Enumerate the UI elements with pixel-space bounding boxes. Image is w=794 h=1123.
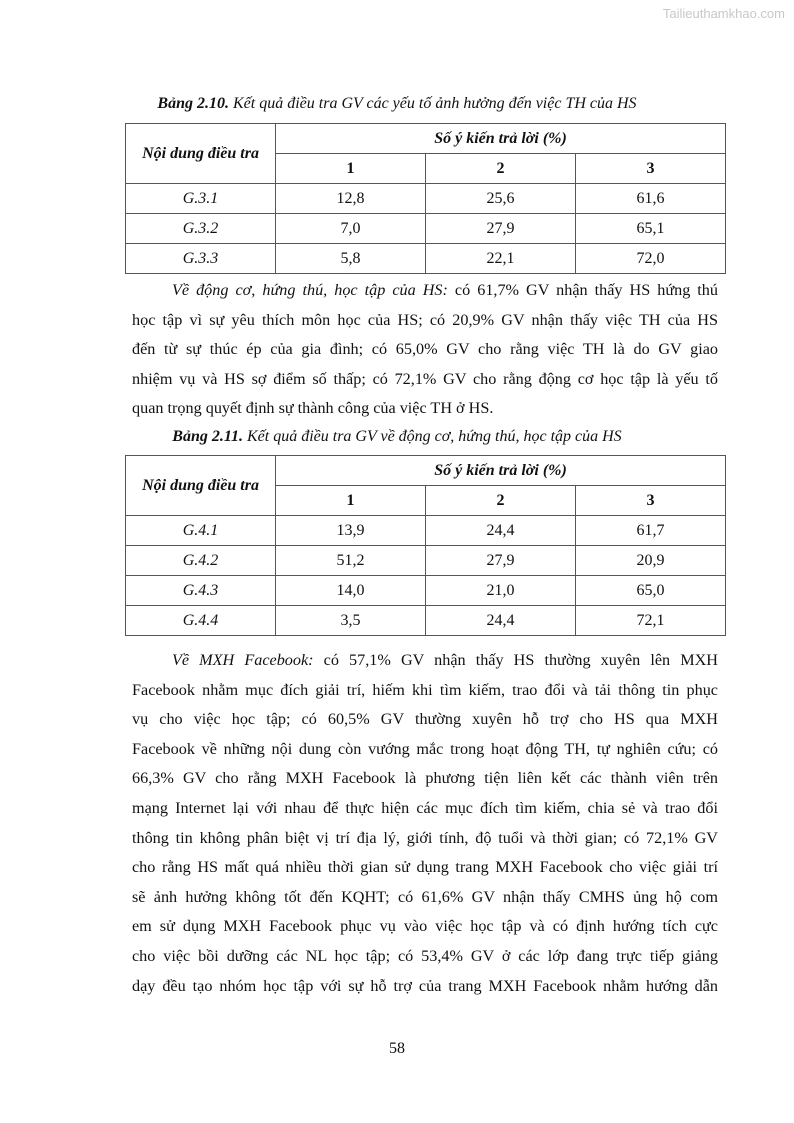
table-cell: 27,9 (426, 546, 576, 576)
paragraph-line: Về MXH Facebook: có 57,1% GV nhận thấy HS thường xuyên lên MXH (172, 651, 718, 669)
table2-caption (0, 428, 794, 446)
table2-caption-label: Bảng 2.11. (172, 428, 243, 445)
row-header-cell: Nội dung điều tra (126, 124, 276, 184)
paragraph-line: quan trọng quyết định sự thành công của việc TH ở HS. (132, 399, 494, 418)
paragraph-line: mạng Internet lại với nhau để thực hiện các mục đích tìm kiếm, chia sẻ và trao đổi (132, 798, 718, 817)
table1-caption-text: Kết quả điều tra GV các yếu tố ảnh hưởng đến việc TH của HS (229, 95, 637, 112)
paragraph-line: nhiệm vụ và HS sợ điểm số thấp; có 72,1% GV cho rằng động cơ học tập là yếu tố (132, 369, 718, 388)
row-label: G.4.1 (126, 516, 276, 546)
table2-caption-text: Kết quả điều tra GV về động cơ, hứng thú, học tập của HS (242, 428, 622, 445)
row-label: G.3.3 (126, 244, 276, 274)
table-cell: 14,0 (276, 576, 426, 606)
page-number: 58 (389, 1040, 405, 1057)
paragraph-line: học tập vì sự yêu thích môn học của HS; có 20,9% GV nhận thấy việc TH của HS (132, 310, 718, 329)
paragraph-line: dạy đều tạo nhóm học tập với sự hỗ trợ của trang MXH Facebook nhằm hướng dẫn (132, 976, 718, 995)
row-label: G.4.3 (126, 576, 276, 606)
table1 (125, 123, 726, 274)
table-cell: 65,0 (575, 576, 725, 606)
table-cell: 5,8 (276, 244, 426, 274)
column-header: 3 (575, 486, 725, 516)
table-cell: 72,1 (575, 606, 725, 636)
group-header-cell: Số ý kiến trả lời (%) (276, 456, 726, 486)
table-cell: 61,7 (575, 516, 725, 546)
table-row (126, 606, 726, 636)
row-label: G.4.2 (126, 546, 276, 576)
row-header-cell: Nội dung điều tra (126, 456, 276, 516)
column-header: 3 (575, 154, 725, 184)
table-cell: 51,2 (276, 546, 426, 576)
table-cell: 61,6 (575, 184, 725, 214)
table-cell: 21,0 (426, 576, 576, 606)
table-cell: 22,1 (426, 244, 576, 274)
table-cell: 7,0 (276, 214, 426, 244)
row-label: G.4.4 (126, 606, 276, 636)
table-row (126, 516, 726, 546)
table-cell: 27,9 (426, 214, 576, 244)
watermark: Tailieuthamkhao.com (662, 6, 785, 21)
table-cell: 3,5 (276, 606, 426, 636)
paragraph-motivation (132, 276, 718, 424)
table-row (126, 546, 726, 576)
paragraph-line: cho việc bồi dưỡng các NL học tập; có 53,4% GV ở các lớp đang trực tiếp giảng (132, 946, 718, 965)
table-cell: 12,8 (276, 184, 426, 214)
paragraph-line: Về động cơ, hứng thú, học tập của HS: có 61,7% GV nhận thấy HS hứng thú (172, 281, 718, 299)
row-label: G.3.1 (126, 184, 276, 214)
column-header: 2 (426, 154, 576, 184)
table-cell: 20,9 (575, 546, 725, 576)
table-row (126, 244, 726, 274)
table-cell: 65,1 (575, 214, 725, 244)
table-cell: 72,0 (575, 244, 725, 274)
table1-caption (0, 95, 794, 113)
table-row (126, 214, 726, 244)
paragraph-line: thông tin không phân biệt vị trí địa lý, giới tính, độ tuổi và thời gian; có 72,1% GV (132, 828, 718, 847)
paragraph-line: 66,3% GV cho rằng MXH Facebook là phương tiện liên kết các thành viên trên (132, 769, 718, 788)
paragraph-line: em sử dụng MXH Facebook phục vụ vào việc học tập và có định hướng tích cực (132, 917, 718, 936)
table-cell: 24,4 (426, 606, 576, 636)
paragraph-lead: Về MXH Facebook: (172, 651, 314, 669)
row-label: G.3.2 (126, 214, 276, 244)
column-header: 1 (276, 486, 426, 516)
paragraph-line: sẽ ảnh hưởng không tốt đến KQHT; có 61,6% GV nhận thấy CMHS ủng hộ com (132, 887, 718, 906)
table-row (126, 576, 726, 606)
group-header-cell: Số ý kiến trả lời (%) (276, 124, 726, 154)
table2 (125, 455, 726, 636)
paragraph-lead: Về động cơ, hứng thú, học tập của HS: (172, 281, 448, 299)
table1-caption-label: Bảng 2.10. (157, 95, 229, 112)
column-header: 1 (276, 154, 426, 184)
paragraph-line: Facebook nhằm mục đích giải trí, hiếm khi tìm kiếm, trao đổi và tải thông tin phục (132, 680, 718, 699)
table-row (126, 184, 726, 214)
paragraph-line: vụ cho việc học tập; có 60,5% GV thường xuyên hỗ trợ cho HS qua MXH (132, 710, 718, 729)
column-header: 2 (426, 486, 576, 516)
table-cell: 24,4 (426, 516, 576, 546)
table-cell: 25,6 (426, 184, 576, 214)
paragraph-line: cho rằng HS mất quá nhiều thời gian sử dụng trang MXH Facebook cho việc giải trí (132, 858, 718, 877)
paragraph-line: Facebook về những nội dung còn vướng mắc trong hoạt động TH, tự nghiên cứu; có (132, 739, 718, 758)
table-header-row (126, 456, 726, 486)
table-cell: 13,9 (276, 516, 426, 546)
paragraph-line: đến từ sự thúc ép của gia đình; có 65,0% GV cho rằng việc TH là do GV giao (132, 340, 718, 359)
table-header-row (126, 124, 726, 154)
paragraph-facebook (132, 646, 718, 1001)
